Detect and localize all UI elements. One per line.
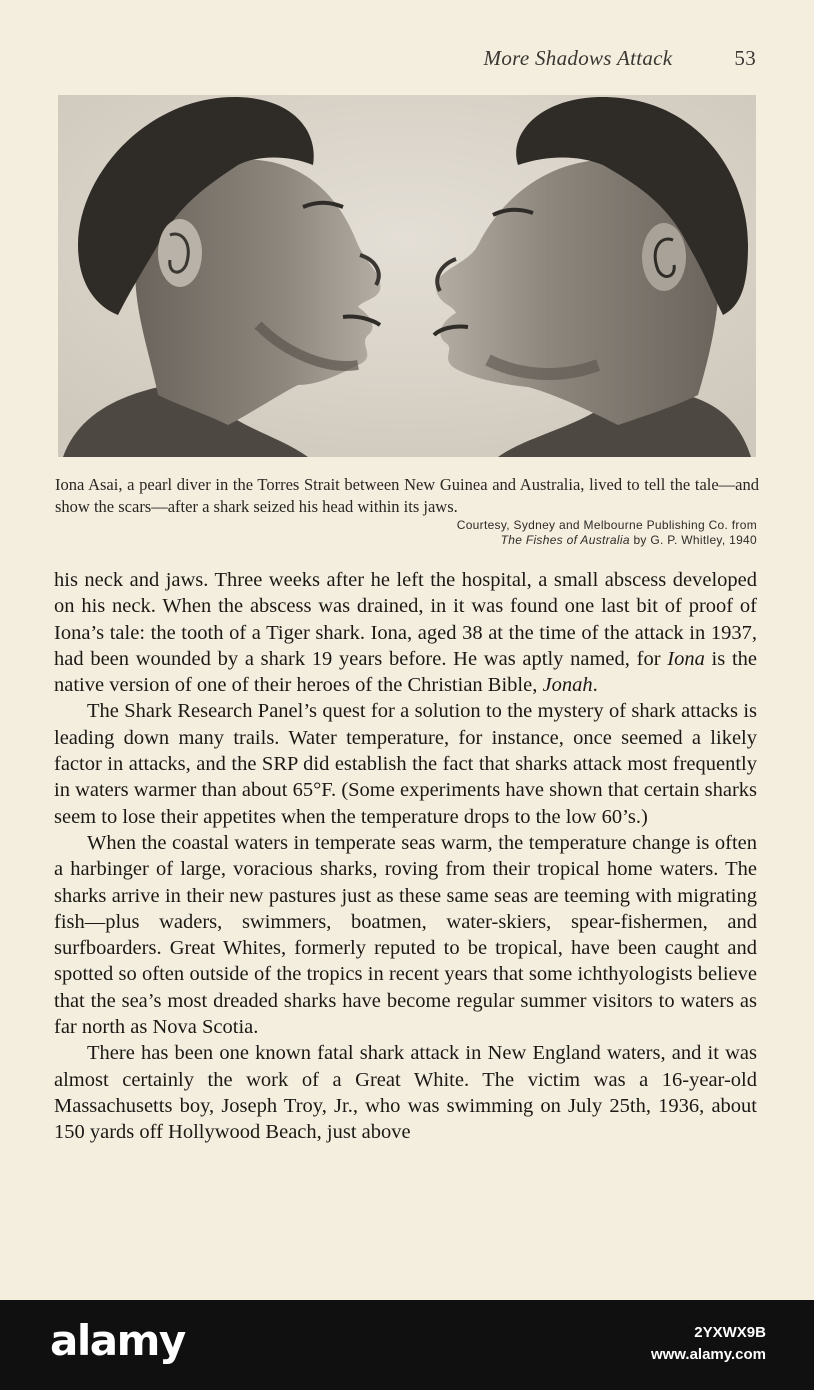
- credit-author: by G. P. Whitley, 1940: [629, 533, 757, 547]
- iona-italic: Iona: [667, 647, 705, 670]
- credit-source: [457, 533, 757, 548]
- alamy-logo: alamy: [50, 1316, 185, 1365]
- stock-footer-bar: [0, 1300, 814, 1390]
- paragraph-1-text-c: .: [592, 674, 598, 697]
- page-number: 53: [734, 46, 756, 70]
- portrait-photo: [58, 95, 756, 457]
- paragraph-1-text-b: is the native version of one of their heroes of the Christian Bible,: [54, 647, 757, 697]
- body-text: [54, 567, 757, 1146]
- running-head: [484, 46, 756, 71]
- running-head-title: More Shadows Attack: [483, 46, 673, 70]
- figure-caption: Iona Asai, a pearl diver in the Torres Strait between New Guinea and Australia, lived to tell the tale—and show the scars—after a shark seized his head within its jaws.: [55, 475, 759, 516]
- paragraph-2: The Shark Research Panel’s quest for a solution to the mystery of shark attacks is leading down many trails. Water temperature, for instance, once seemed a likely factor in attacks, and the SRP did establish the fact that sharks attack most frequently in waters warmer than about 65°F. (Some experiments have shown that certain sharks seem to lose their appetites when the temperature drops to the low 60’s.): [54, 700, 757, 828]
- credit-line: Courtesy, Sydney and Melbourne Publishing Co. from: [456, 518, 757, 532]
- jonah-italic: Jonah: [542, 674, 593, 697]
- credit-book-title: The Fishes of Australia: [500, 533, 630, 547]
- paragraph-3: When the coastal waters in temperate seas warm, the temperature change is often a harbinger of large, voracious sharks, roving from their tropical home waters. The sharks arrive in their new pastures just as these same seas are teeming with migrating fish—plus waders, swimmers, boatmen, water-skiers, spear-fishermen, and surfboarders. Great Whites, formerly reputed to be tropical, have been caught and spotted so often outside of the tropics in recent years that some ichthyologists believe that the sea’s most dreaded sharks have become regular summer visitors to waters as far north as Nova Scotia.: [54, 831, 757, 1039]
- paragraph-1-text-a: his neck and jaws. Three weeks after he left the hospital, a small abscess developed on his neck. When the abscess was drained, in it was found one last bit of proof of Iona’s tale: the tooth of a Tiger shark. Iona, aged 38 at the time of the attack in 1937, had been wounded by a shark 19 years before. He was aptly named, for: [54, 569, 757, 670]
- image-id-block: [651, 1322, 766, 1366]
- image-id: 2YXWX9B: [694, 1324, 766, 1341]
- paragraph-1: [54, 567, 757, 698]
- site-url: www.alamy.com: [650, 1346, 766, 1363]
- figure-credit: [457, 518, 757, 548]
- paragraph-4: There has been one known fatal shark attack in New England waters, and it was almost certainly the work of a Great White. The victim was a 16-year-old Massachusetts boy, Joseph Troy, Jr., who was swimming on July 25th, 1936, about 150 yards off Hollywood Beach, just above: [54, 1042, 757, 1144]
